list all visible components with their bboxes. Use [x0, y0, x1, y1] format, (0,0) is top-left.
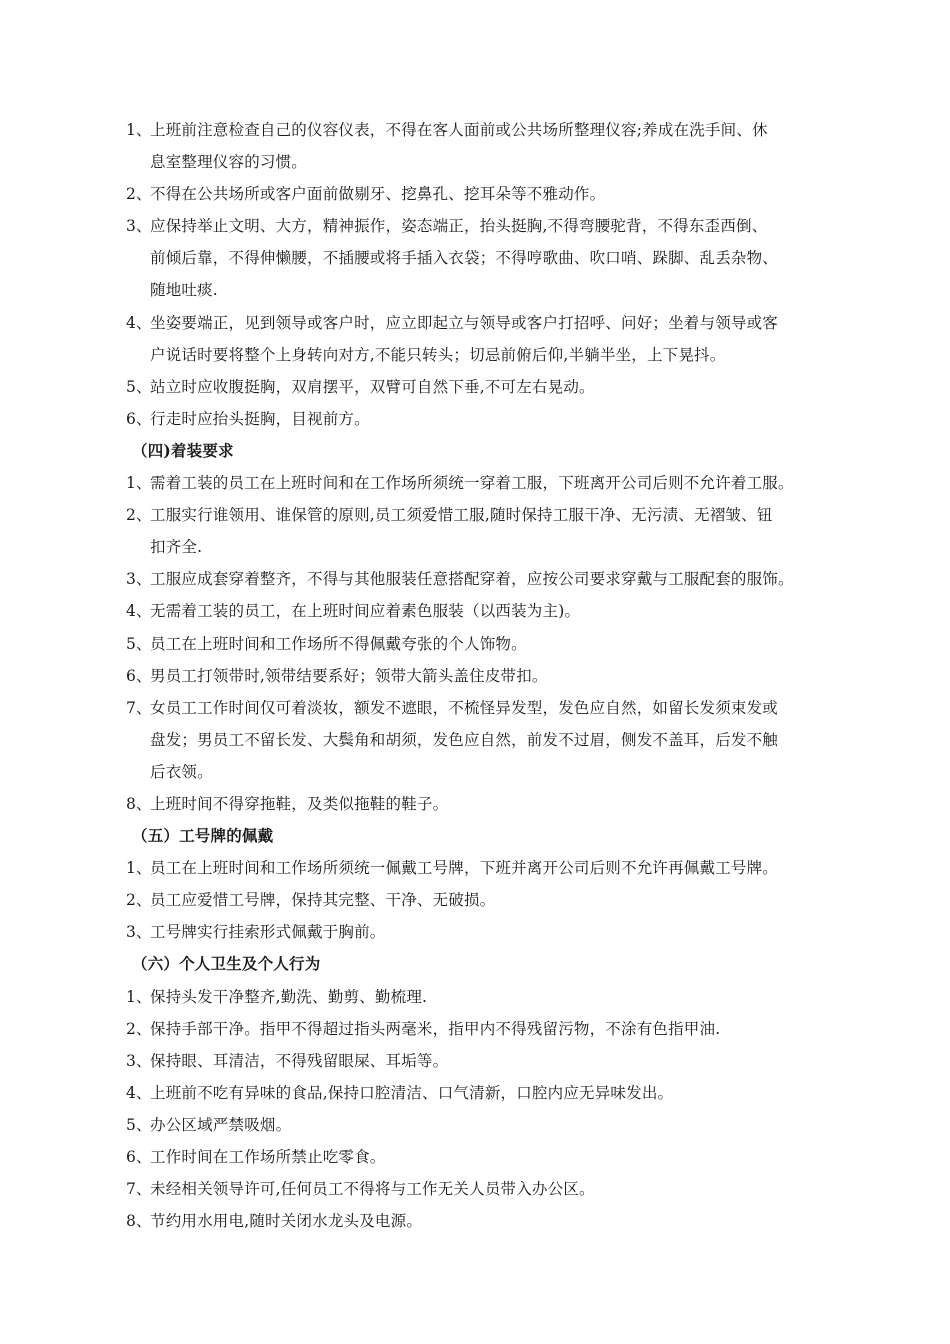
list-item-number: 5、 [126, 377, 152, 396]
list-item [126, 178, 890, 210]
list-item-continuation: 前倾后靠，不得伸懒腰，不插腰或将手插入衣袋；不得哼歌曲、吹口哨、跺脚、乱丢杂物、 [150, 249, 779, 268]
list-item-text: 工服实行谁领用、谁保管的原则,员工须爱惜工服,随时保持工服干净、无污渍、无褶皱、钮 [150, 506, 773, 525]
list-item-text: 上班前注意检查自己的仪容仪表，不得在客人面前或公共场所整理仪容;养成在洗手间、休 [150, 121, 768, 139]
list-item-number: 2、 [126, 891, 152, 910]
list-item [126, 1205, 890, 1237]
list-item-continuation: 随地吐痰. [150, 281, 218, 300]
list-item-number: 8、 [126, 1212, 152, 1231]
list-item-number: 2、 [126, 506, 152, 525]
list-item-number: 3、 [126, 217, 152, 236]
list-item-number: 3、 [126, 923, 152, 942]
list-item-number: 6、 [126, 1148, 152, 1166]
list-item-text: 上班时间不得穿拖鞋，及类似拖鞋的鞋子。 [150, 794, 449, 813]
list-item-text: 站立时应收腹挺胸，双肩摆平，双臂可自然下垂,不可左右晃动。 [150, 377, 595, 396]
list-item [126, 1109, 890, 1141]
list-item [126, 692, 890, 724]
list-item [126, 371, 890, 403]
list-item [126, 114, 890, 146]
list-item [126, 467, 890, 499]
list-item [126, 916, 890, 948]
list-item [126, 563, 890, 595]
list-item-text: 坐姿要端正，见到领导或客户时，应立即起立与领导或客户打招呼、问好；坐着与领导或客 [150, 313, 779, 332]
list-item [126, 210, 890, 242]
list-item [126, 1141, 890, 1173]
list-item-number: 2、 [126, 185, 152, 204]
list-item-text: 工号牌实行挂索形式佩戴于胸前。 [150, 923, 386, 942]
list-item-continuation: 息室整理仪容的习惯。 [150, 153, 308, 172]
list-item-text: 保持眼、耳清洁，不得残留眼屎、耳垢等。 [150, 1051, 449, 1070]
list-item [126, 499, 890, 531]
list-item-number: 3、 [126, 1051, 152, 1070]
list-item-text: 应保持举止文明、大方，精神振作，姿态端正，抬头挺胸,不得弯腰驼背，不得东歪西倒、 [150, 217, 768, 236]
list-item [126, 788, 890, 820]
list-item-text: 女员工工作时间仅可着淡妆，额发不遮眼，不梳怪异发型，发色应自然，如留长发须束发或 [150, 698, 779, 717]
list-item [126, 403, 890, 435]
list-item-continuation: 后衣领。 [150, 762, 213, 781]
list-item-number: 4、 [126, 1083, 152, 1102]
section-heading: （五）工号牌的佩戴 [132, 826, 274, 846]
list-item-text: 行走时应抬头挺胸，目视前方。 [150, 409, 370, 428]
list-item-text: 办公区域严禁吸烟。 [150, 1115, 292, 1134]
list-item-text: 需着工装的员工在上班时间和在工作场所须统一穿着工服，下班离开公司后则不允许着工服。 [150, 474, 794, 493]
list-item [126, 1173, 890, 1205]
list-item-number: 7、 [126, 1180, 152, 1199]
list-item-text: 保持手部干净。指甲不得超过指头两毫米，指甲内不得残留污物，不涂有色指甲油. [150, 1019, 721, 1038]
list-item-number: 4、 [126, 313, 152, 332]
list-item-number: 5、 [126, 634, 152, 653]
list-item-number: 2、 [126, 1019, 152, 1038]
list-item-text: 不得在公共场所或客户面前做剔牙、挖鼻孔、挖耳朵等不雅动作。 [150, 185, 606, 204]
list-item [126, 981, 890, 1013]
list-item-number: 1、 [126, 987, 152, 1006]
list-item [126, 1045, 890, 1077]
section-heading: （四)着装要求 [132, 440, 234, 460]
list-item-continuation: 户说话时要将整个上身转向对方,不能只转头；切忌前俯后仰,半躺半坐，上下晃抖。 [150, 345, 726, 364]
list-item-number: 1、 [126, 859, 152, 878]
list-item-continuation: 扣齐全. [150, 538, 203, 557]
list-item-text: 工服应成套穿着整齐，不得与其他服装任意搭配穿着，应按公司要求穿戴与工服配套的服饰。 [150, 570, 794, 589]
list-item-text: 保持头发干净整齐,勤洗、勤剪、勤梳理. [150, 987, 428, 1006]
list-item [126, 884, 890, 916]
list-item-number: 1、 [126, 474, 152, 493]
list-item-number: 6、 [126, 409, 152, 428]
list-item-text: 工作时间在工作场所禁止吃零食。 [150, 1148, 386, 1166]
list-item [126, 660, 890, 692]
list-item [126, 307, 890, 339]
list-item-number: 7、 [126, 698, 152, 717]
list-item-continuation: 盘发；男员工不留长发、大鬓角和胡须，发色应自然，前发不过眉，侧发不盖耳，后发不触 [150, 730, 779, 749]
list-item-text: 无需着工装的员工，在上班时间应着素色服装（以西装为主)。 [150, 602, 581, 621]
list-item-text: 男员工打领带时,领带结要系好；领带大箭头盖住皮带扣。 [150, 666, 548, 685]
section-heading: （六）个人卫生及个人行为 [132, 954, 321, 974]
list-item-text: 员工在上班时间和工作场所不得佩戴夸张的个人饰物。 [150, 634, 527, 653]
list-item-number: 8、 [126, 794, 152, 813]
list-item-number: 3、 [126, 570, 152, 589]
list-item-number: 4、 [126, 602, 152, 621]
list-item [126, 852, 890, 884]
list-item-text: 员工应爱惜工号牌，保持其完整、干净、无破损。 [150, 891, 496, 910]
list-item-text: 上班前不吃有异味的食品,保持口腔清洁、口气清新，口腔内应无异味发出。 [150, 1083, 674, 1102]
list-item-text: 节约用水用电,随时关闭水龙头及电源。 [150, 1212, 423, 1231]
list-item-text: 未经相关领导许可,任何员工不得将与工作无关人员带入办公区。 [150, 1180, 595, 1199]
list-item-number: 6、 [126, 666, 152, 685]
list-item [126, 1077, 890, 1109]
list-item [126, 628, 890, 660]
list-item [126, 595, 890, 627]
list-item [126, 1013, 890, 1045]
list-item-number: 5、 [126, 1115, 152, 1134]
list-item-number: 1、 [126, 121, 152, 139]
list-item-text: 员工在上班时间和工作场所须统一佩戴工号牌，下班并离开公司后则不允许再佩戴工号牌。 [150, 859, 779, 878]
